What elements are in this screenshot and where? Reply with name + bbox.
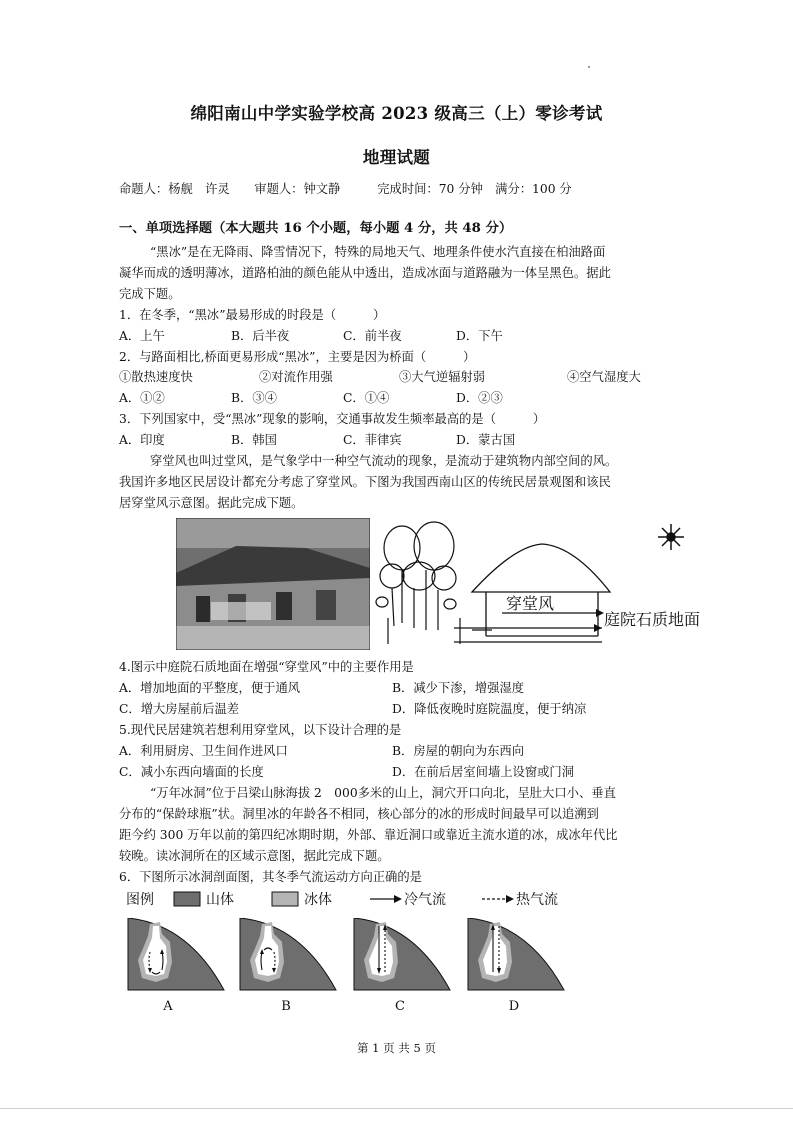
option: B．韩国 [231,433,277,447]
panel-label-b: B [281,999,291,1014]
option: D．在前后居室间墙上设窗或门洞 [392,765,575,779]
option: D．②③ [456,391,503,405]
passage-line: 较晚。读冰洞所在的区域示意图，据此完成下题。 [119,849,390,863]
legend-mountain: 山体 [206,892,234,908]
legend-ice: 冰体 [304,892,332,908]
option: C．前半夜 [343,329,402,343]
cave-panel-d [468,918,564,990]
statement-item: ③大气逆辐射弱 [399,370,486,384]
dwelling-photo [176,518,370,650]
exam-title: 绵阳南山中学实验学校高 2023 级高三（上）零诊考试 [190,104,603,123]
question-stem: 1．在冬季，“黑冰”最易形成的时段是（ ） [119,308,386,322]
passage-line: 完成下题。 [119,287,181,301]
option: D．降低夜晚时庭院温度，便于纳凉 [392,702,587,716]
subject-title: 地理试题 [362,148,431,167]
statement-item: ④空气湿度大 [567,370,641,384]
cave-panel-a [128,918,224,990]
passage-line: 居穿堂风示意图。据此完成下题。 [119,496,304,510]
option: A．①② [119,391,165,405]
scan-dot [588,66,590,68]
section-heading: 一、单项选择题（本大题共 16 个小题，每小题 4 分，共 48 分） [119,221,513,236]
question-stem: 4.图示中庭院石质地面在增强“穿堂风”中的主要作用是 [119,660,414,674]
passage-line: 分布的“保龄球瓶”状。洞里冰的年龄各不相同，核心部分的冰的形成时间最早可以追溯到 [119,807,599,821]
passage-line: 穿堂风也叫过堂风，是气象学中一种空气流动的现象，是流动于建筑物内部空间的风。 [150,454,618,468]
question-stem: 6．下图所示冰洞剖面图，其冬季气流运动方向正确的是 [119,870,422,884]
option: B．房屋的朝向为东西向 [392,744,525,758]
ice-swatch [272,892,298,906]
passage-line: 凝华而成的透明薄冰，道路柏油的颜色能从中透出，造成冰面与道路融为一体呈黑色。据此 [119,266,611,280]
option: B．减少下渗，增强湿度 [392,681,525,695]
statement-item: ①散热速度快 [119,370,193,384]
ground-label: 庭院石质地面 [604,610,701,629]
question-stem: 2．与路面相比,桥面更易形成“黑冰”，主要是因为桥面（ ） [119,350,476,364]
option: C．增大房屋前后温差 [119,702,240,716]
passage-line: 距今约 300 万年以前的第四纪冰期时期，外部、靠近洞口或靠近主流水道的冰，成冰年代比 [119,828,618,842]
wind-label: 穿堂风 [506,594,555,613]
house-diagram [454,544,610,642]
option: C．①④ [343,391,390,405]
exam-meta: 命题人：杨舰 许灵 审题人：钟文静 完成时间：70 分钟 满分：100 分 [119,182,572,196]
cave-panel-b [240,918,336,990]
panel-label-c: C [395,999,405,1014]
legend-cold: 冷气流 [404,892,446,908]
passage-line: 我国许多地区民居设计都充分考虑了穿堂风。下图为我国西南山区的传统民居景观图和该民 [119,475,611,489]
legend-title: 图例 [126,892,154,908]
passage-line: “黑冰”是在无降雨、降雪情况下，特殊的局地天气、地理条件使水汽直接在柏油路面 [150,245,606,259]
wind-schematic [374,518,714,650]
hot-arrow-icon [506,895,514,903]
option: A．增加地面的平整度，便于通风 [119,681,301,695]
sun-icon [658,524,684,550]
option: D．下午 [456,329,503,343]
bottom-divider [0,1108,793,1109]
option: C．减小东西向墙面的长度 [119,765,264,779]
option: C．菲律宾 [343,433,402,447]
page-number: 第 1 页 共 5 页 [357,1041,436,1055]
option: A．上午 [119,329,165,343]
option: A．利用厨房、卫生间作进风口 [119,744,288,758]
statement-item: ②对流作用强 [259,370,333,384]
option: B．后半夜 [231,329,290,343]
question-stem: 5.现代民居建筑若想利用穿堂风，以下设计合理的是 [119,723,402,737]
panel-label-d: D [508,999,520,1014]
question-stem: 3．下列国家中，受“黑冰”现象的影响，交通事故发生频率最高的是（ ） [119,412,546,426]
figure-legend [126,888,576,910]
option: D．蒙古国 [456,433,516,447]
tree-group [376,522,460,644]
option: A．印度 [119,433,165,447]
mountain-swatch [174,892,200,906]
panel-label-a: A [163,999,173,1014]
passage-line: “万年冰洞”位于吕梁山脉海拔 2 000多米的山上，洞穴开口向北，呈肚大口小、垂直 [150,786,616,800]
legend-hot: 热气流 [516,892,558,908]
cave-panel-c [354,918,450,990]
cold-arrow-icon [394,895,402,903]
cave-panels [126,918,586,1014]
option: B．③④ [231,391,277,405]
